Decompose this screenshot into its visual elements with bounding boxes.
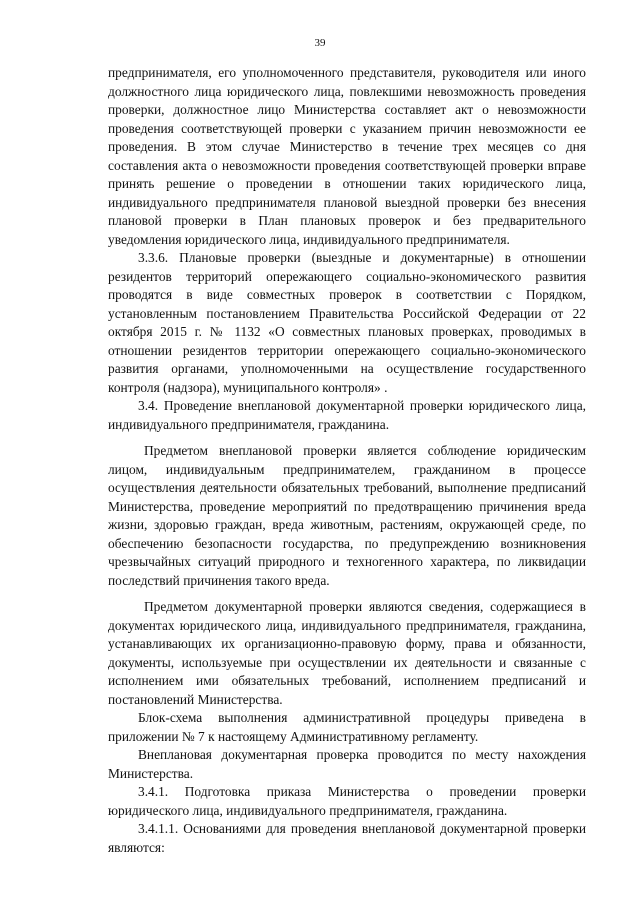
paragraph-subject-unscheduled: Предметом внеплановой проверки является соблюдение юридическим лицом, индивидуальным предпринимателем, гражданином в процессе осуществления деятельности обязательных требований, выполнение предписаний Министерства, проведение мероприятий по предотвращению причинения вреда жизни, здоровью граждан, вреда животным, растениям, окружающей среде, по обеспечению безопасности государства, по предупреждению возникновения чрезвычайных ситуаций природного и техногенного характера, по ликвидации последствий причинения такого вреда. <box>108 443 586 588</box>
page-number: 39 <box>314 37 326 49</box>
paragraph-3-4-1: 3.4.1. Подготовка приказа Министерства о проведении проверки юридического лица, индивидуального предпринимателя, гражданина. <box>108 784 586 818</box>
paragraph-block-diagram: Блок-схема выполнения административной процедуры приведена в приложении № 7 к настоящему Административному регламенту. <box>108 710 586 744</box>
paragraph-continuation: предпринимателя, его уполномоченного представителя, руководителя или иного должностного лица юридического лица, повлекшими невозможность проведения проверки, должностное лицо Министерства составляет акт о невозможности проведения соответствующей проверки с указанием причин невозможности ее проведения. В этом случае Министерство в течение трех месяцев со дня составления акта о невозможности проведения соответствующей проверки вправе принять решение о проведении в отношении таких юридического лица, индивидуального предпринимателя плановой выездной проверки без внесения плановой проверки в План плановых проверок и без предварительного уведомления юридического лица, индивидуального предпринимателя. <box>108 65 586 247</box>
paragraph-location: Внеплановая документарная проверка проводится по месту нахождения Министерства. <box>108 747 586 781</box>
paragraph-3-4-heading: 3.4. Проведение внеплановой документарной проверки юридического лица, индивидуального предпринимателя, гражданина. <box>108 398 586 432</box>
paragraph-3-4-1-1: 3.4.1.1. Основаниями для проведения внеплановой документарной проверки являются: <box>108 821 586 855</box>
document-body <box>108 64 586 857</box>
paragraph-subject-documentary: Предметом документарной проверки являются сведения, содержащиеся в документах юридического лица, индивидуального предпринимателя, гражданина, устанавливающих их организационно-правовую форму, права и обязанности, документы, используемые при осуществлении их деятельности и связанные с исполнением ими обязательных требований, исполнением предписаний и постановлений Министерства. <box>108 599 586 707</box>
paragraph-3-3-6: 3.3.6. Плановые проверки (выездные и документарные) в отношении резидентов территорий опережающего социально-экономического развития проводятся в виде совместных проверок в соответствии с Порядком, установленным постановлением Правительства Российской Федерации от 22 октября 2015 г. № 1132 «О совместных плановых проверках, проводимых в отношении резидентов территории опережающего социально-экономического развития органами, уполномоченными на осуществление государственного контроля (надзора), муниципального контроля» . <box>108 250 586 395</box>
